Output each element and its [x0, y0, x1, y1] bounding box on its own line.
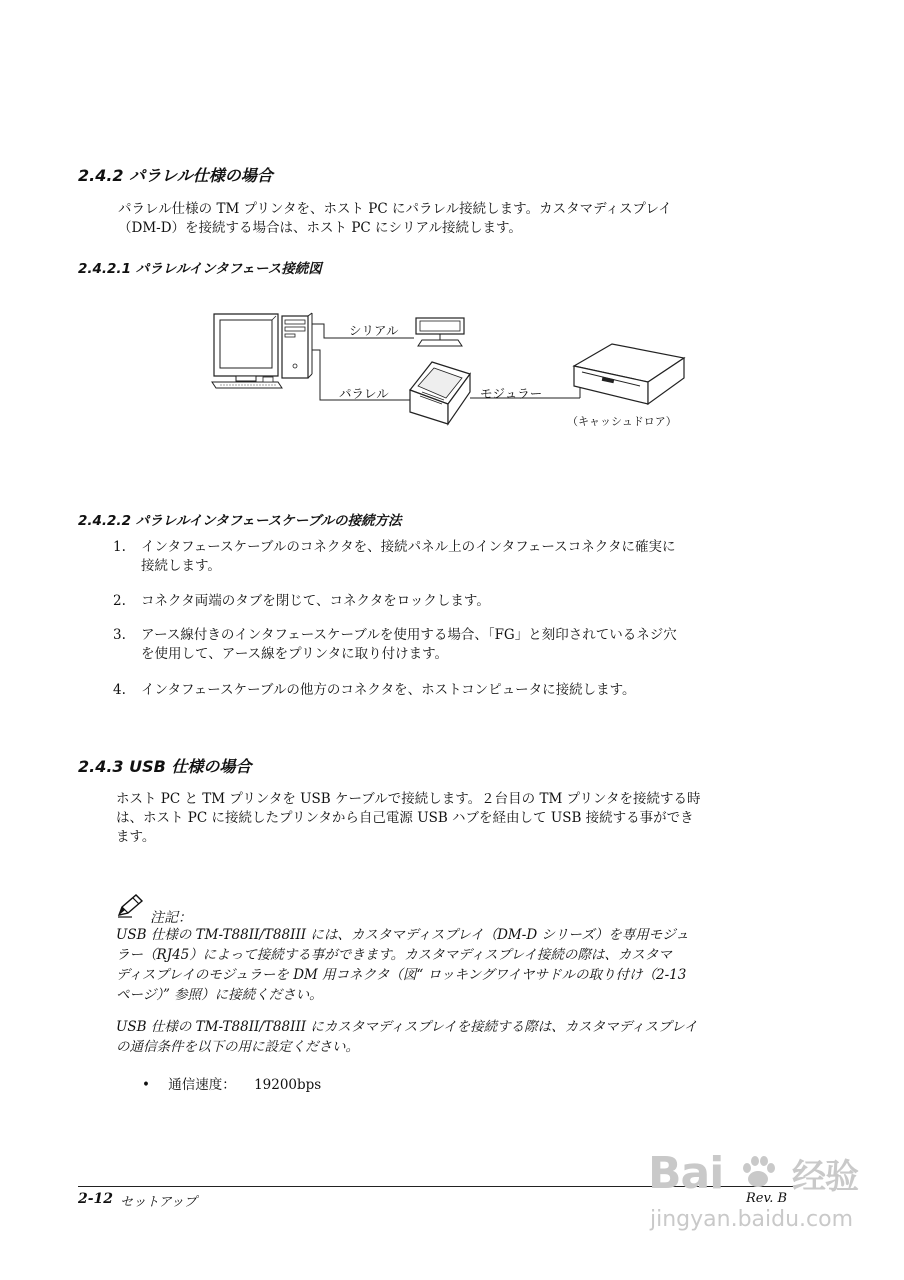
note-paragraph-2	[116, 1017, 788, 1057]
step-text	[141, 538, 781, 576]
note-paragraph-1	[116, 925, 788, 1005]
note-line: USB 仕様の TM-T88II/T88III にカスタマディスプレイを接続する際は、カスタマディスプレイ	[116, 1019, 698, 1035]
step-number: 1.	[113, 539, 126, 555]
section-heading-2-4-2-1: 2.4.2.1 パラレルインタフェース接続図	[78, 261, 322, 277]
step-line: を使用して、アース線をプリンタに取り付けます。	[141, 646, 448, 662]
step-text	[141, 592, 781, 611]
tm-printer-icon	[410, 362, 470, 424]
note-line: ラー（RJ45）によって接続する事ができます。カスタマディスプレイ接続の際は、カスタマ	[116, 947, 672, 963]
step-line: コネクタ両端のタブを閉じて、コネクタをロックします。	[141, 593, 490, 609]
paragraph-line: パラレル仕様の TM プリンタを、ホスト PC にパラレル接続します。カスタマディスプレイ	[118, 201, 672, 217]
step-text	[141, 681, 781, 700]
bullet-label: 通信速度：	[168, 1077, 236, 1093]
step-line: アース線付きのインタフェースケーブルを使用する場合、「FG」と刻印されているネジ穴	[141, 627, 677, 643]
paragraph-line: （DM-D）を接続する場合は、ホスト PC にシリアル接続します。	[118, 220, 522, 236]
paragraph-line: ホスト PC と TM プリンタを USB ケーブルで接続します。２台目の TM プリンタを接続する時	[116, 791, 701, 807]
label-modular: モジュラー	[480, 386, 543, 401]
note-title: 注記：	[150, 910, 192, 926]
note-line: USB 仕様の TM-T88II/T88III には、カスタマディスプレイ（DM-D シリーズ）を専用モジュ	[116, 927, 689, 943]
list-item	[113, 538, 813, 578]
caption-cash-drawer: （キャッシュドロア）	[567, 415, 677, 428]
note-line: ページ）” 参照）に接続ください。	[116, 987, 323, 1003]
paragraph-line: は、ホスト PC に接続したプリンタから自己電源 USB ハブを経由して USB 接続する事ができ	[116, 810, 694, 826]
bullet-dot-icon: •	[142, 1077, 150, 1093]
pencil-note-icon	[116, 893, 146, 919]
bullet-value: 19200bps	[254, 1077, 322, 1093]
watermark-brand-cn: 经验	[791, 1157, 858, 1197]
label-parallel: パラレル	[339, 386, 389, 401]
customer-display-icon	[416, 318, 464, 346]
cash-drawer-icon	[574, 344, 684, 404]
section-heading-2-4-3: 2.4.3 USB 仕様の場合	[78, 757, 252, 776]
step-line: インタフェースケーブルの他方のコネクタを、ホストコンピュータに接続します。	[141, 682, 636, 698]
step-number: 2.	[113, 593, 126, 609]
section-heading-2-4-2-2: 2.4.2.2 パラレルインタフェースケーブルの接続方法	[78, 513, 402, 529]
watermark-brand: Bai	[648, 1148, 724, 1199]
step-line: 接続します。	[141, 558, 221, 574]
bullet-item	[142, 1073, 321, 1093]
note-line: の通信条件を以下の用に設定ください。	[116, 1039, 359, 1055]
list-item	[113, 681, 813, 701]
step-text	[141, 626, 781, 664]
step-line: インタフェースケーブルのコネクタを、接続パネル上のインタフェースコネクタに確実に	[141, 539, 676, 555]
step-number: 4.	[113, 682, 126, 698]
watermark-url: jingyan.baidu.com	[650, 1207, 854, 1232]
section-2-4-2-paragraph	[118, 200, 808, 238]
section-2-4-3-paragraph	[116, 790, 816, 847]
paragraph-line: ます。	[116, 829, 156, 845]
baidu-watermark-logo	[648, 1148, 858, 1199]
footer-revision: Rev. B	[746, 1191, 788, 1206]
list-item	[113, 626, 813, 666]
label-serial: シリアル	[349, 323, 399, 338]
paw-icon	[738, 1152, 778, 1192]
pc-monitor-icon	[212, 314, 282, 388]
section-heading-2-4-2: 2.4.2 パラレル仕様の場合	[78, 166, 273, 185]
step-number: 3.	[113, 627, 126, 643]
footer-chapter: セットアップ	[120, 1195, 197, 1210]
list-item	[113, 592, 813, 612]
note-line: ディスプレイのモジュラーを DM 用コネクタ（図“ ロッキングワイヤサドルの取り付け（2-13	[116, 967, 687, 983]
pc-tower-icon	[282, 313, 312, 378]
footer-page-number: 2-12	[78, 1191, 114, 1207]
